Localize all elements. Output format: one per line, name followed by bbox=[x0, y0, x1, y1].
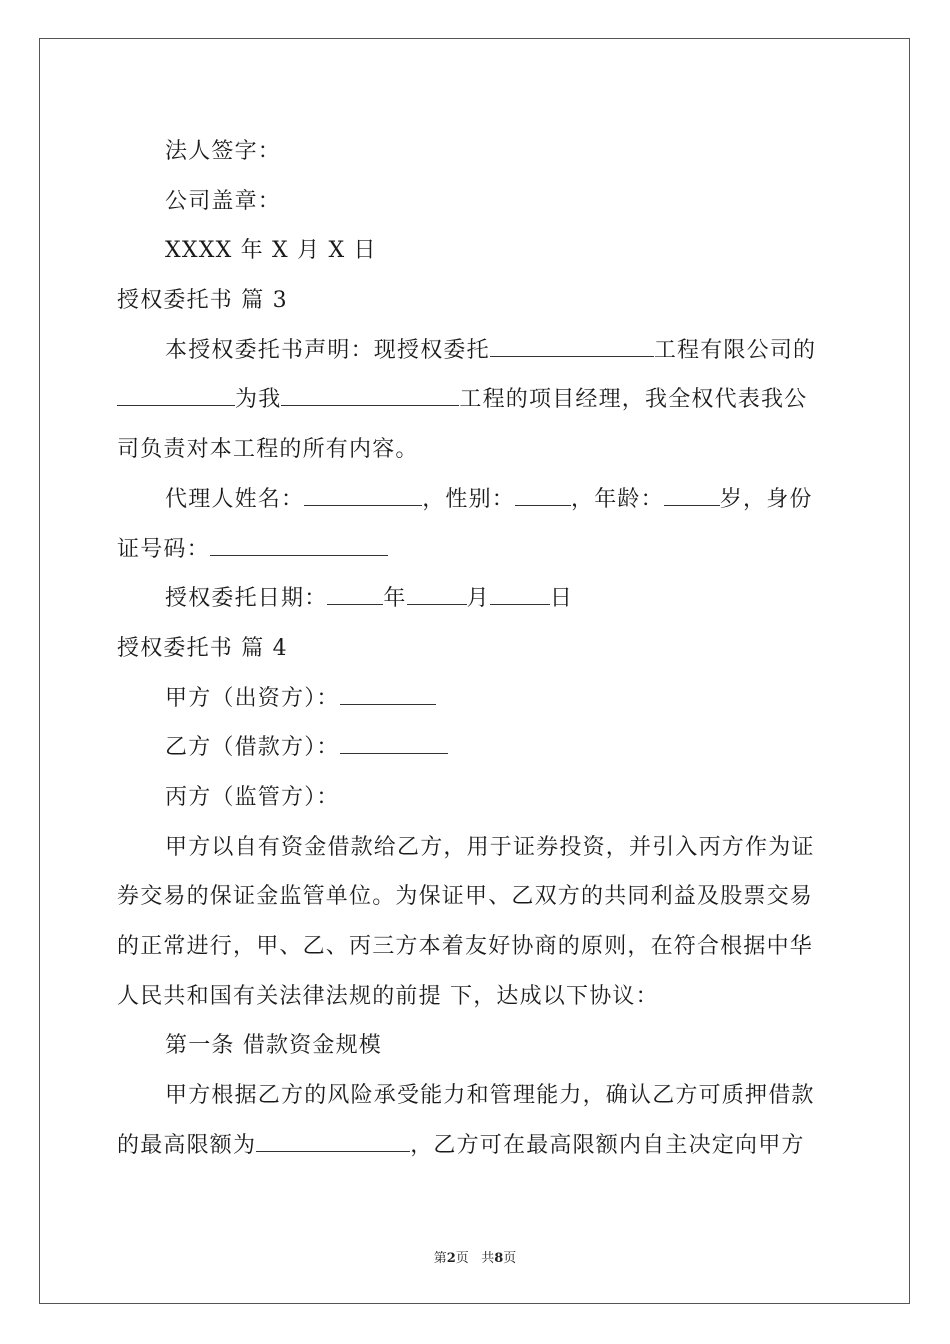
text: 日 bbox=[549, 586, 574, 612]
text: 证号码： bbox=[117, 536, 210, 562]
paragraph-line bbox=[117, 872, 835, 922]
paragraph-line bbox=[117, 525, 835, 575]
text: 甲方根据乙方的风险承受能力和管理能力，确认乙方可质押借款 bbox=[165, 1083, 815, 1109]
text: 授权委托日期： bbox=[165, 586, 328, 612]
text: ，乙方可在最高限额内自主决定向甲方 bbox=[410, 1132, 805, 1158]
text: ，年龄： bbox=[571, 486, 664, 512]
paragraph-line bbox=[117, 574, 835, 624]
document-body bbox=[117, 127, 835, 1170]
text: 岁，身份 bbox=[719, 486, 813, 512]
fill-blank bbox=[327, 588, 383, 605]
text: 授权委托书 篇 4 bbox=[117, 635, 288, 661]
footer-text: 第 bbox=[433, 1251, 447, 1266]
page-number: 2 bbox=[446, 1251, 456, 1266]
paragraph-line bbox=[117, 823, 835, 873]
paragraph-line bbox=[117, 326, 835, 376]
text: 的最高限额为 bbox=[117, 1132, 257, 1158]
section-heading-3 bbox=[117, 276, 835, 326]
paragraph-line bbox=[117, 425, 835, 475]
text: 授权委托书 篇 3 bbox=[117, 288, 288, 314]
text: 公司盖章： bbox=[165, 188, 282, 214]
party-c-line bbox=[117, 773, 835, 823]
text: 第一条 借款资金规模 bbox=[165, 1033, 382, 1059]
text: 工程有限公司的 bbox=[653, 337, 817, 363]
paragraph-line bbox=[117, 1121, 835, 1171]
text: 工程的项目经理，我全权代表我公 bbox=[459, 387, 808, 413]
fill-blank bbox=[304, 489, 422, 506]
paragraph-line bbox=[117, 375, 835, 425]
fill-blank bbox=[490, 340, 654, 357]
text: 司负责对本工程的所有内容。 bbox=[117, 437, 419, 463]
fill-blank bbox=[515, 489, 571, 506]
paragraph-line bbox=[117, 1071, 835, 1121]
fill-blank bbox=[210, 539, 388, 556]
text: 甲方（出资方）： bbox=[165, 685, 340, 711]
text: 代理人姓名： bbox=[165, 486, 305, 512]
date-line bbox=[117, 226, 835, 276]
fill-blank bbox=[340, 737, 448, 754]
footer-text: 共 bbox=[481, 1251, 495, 1266]
text: 的正常进行，甲、乙、丙三方本着友好协商的原则，在符合根据中华 bbox=[117, 934, 814, 959]
text: ，性别： bbox=[422, 486, 516, 512]
fill-blank bbox=[117, 389, 235, 406]
text: 为我 bbox=[235, 387, 282, 413]
section-heading-4 bbox=[117, 624, 835, 674]
fill-blank bbox=[407, 588, 467, 605]
party-b-line bbox=[117, 723, 835, 773]
text: 甲方以自有资金借款给乙方，用于证券投资，并引入丙方作为证 bbox=[165, 834, 815, 860]
paragraph-line bbox=[117, 972, 835, 1022]
paragraph-line bbox=[117, 475, 835, 525]
article-heading bbox=[117, 1021, 835, 1071]
text: 人民共和国有关法律法规的前提 下，达成以下协议： bbox=[117, 983, 659, 1009]
fill-blank bbox=[256, 1135, 410, 1152]
text: 月 bbox=[466, 586, 490, 612]
text: 丙方（监管方）： bbox=[165, 784, 340, 810]
fill-blank bbox=[664, 489, 720, 506]
fill-blank bbox=[340, 688, 436, 705]
text: 法人签字： bbox=[165, 139, 282, 164]
text: 年 bbox=[383, 586, 407, 612]
page-footer bbox=[0, 1247, 950, 1266]
text: 券交易的保证金监管单位。为保证甲、乙双方的共同利益及股票交易 bbox=[117, 884, 814, 910]
paragraph-line bbox=[117, 922, 835, 972]
company-seal-line bbox=[117, 177, 835, 227]
party-a-line bbox=[117, 674, 835, 724]
text: XXXX 年 X 月 X 日 bbox=[165, 238, 377, 264]
fill-blank bbox=[490, 588, 550, 605]
text: 乙方（借款方）： bbox=[165, 735, 340, 761]
legal-signature-line bbox=[117, 127, 835, 177]
footer-text: 页 bbox=[455, 1251, 469, 1266]
fill-blank bbox=[281, 389, 459, 406]
total-pages: 8 bbox=[494, 1251, 504, 1266]
text: 本授权委托书声明：现授权委托 bbox=[165, 337, 490, 363]
footer-text: 页 bbox=[503, 1251, 517, 1266]
